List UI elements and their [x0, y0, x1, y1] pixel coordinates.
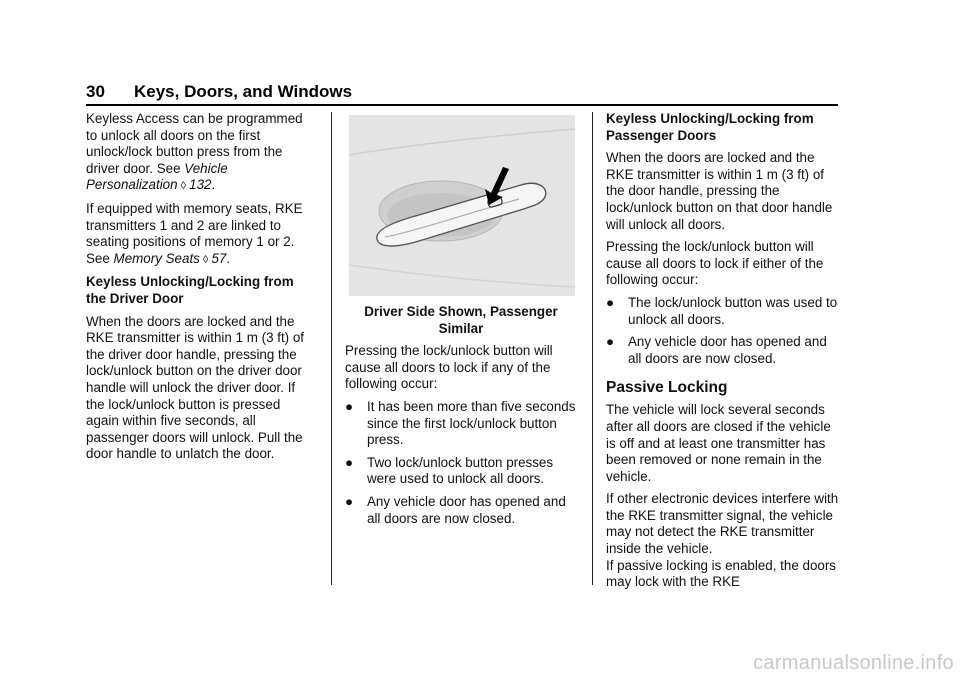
list-item	[345, 399, 577, 449]
paragraph: The vehicle will lock several seconds after all doors are closed if the vehicle is off and at least one transmitter has been removed or none remain in the vehicle.	[606, 402, 831, 484]
subheading: Keyless Unlocking/Locking from Passenger Doors	[606, 111, 814, 143]
watermark: carmanualsonline.info	[753, 652, 954, 674]
column-divider	[592, 112, 593, 585]
figure-caption: Driver Side Shown, Passenger Similar	[364, 304, 558, 336]
paragraph: When the doors are locked and the RKE transmitter is within 1 m (3 ft) of the door handle, pressing the lock/unlock button on that door handle will unlock all doors.	[606, 150, 833, 232]
page-header	[86, 82, 838, 106]
list-item	[345, 455, 577, 488]
section-heading: Passive Locking	[606, 379, 728, 397]
list-item-text: The lock/unlock button was used to unlock all doors.	[628, 294, 838, 327]
column-divider	[331, 112, 332, 585]
page-reference-icon: ◊	[199, 253, 212, 266]
column-1	[86, 111, 308, 469]
list-item	[345, 494, 577, 527]
bullet-icon: ●	[345, 493, 354, 509]
paragraph: If passive locking is enabled, the doors may lock with the RKE	[606, 557, 837, 590]
bullet-icon: ●	[606, 294, 615, 310]
paragraph: Pressing the lock/unlock button will cause all doors to lock if any of the following occur:	[345, 343, 553, 392]
list-item-text: It has been more than five seconds since the first lock/unlock button press.	[367, 398, 576, 448]
paragraph-text: Keyless Access can be programmed to unlock all doors on the first unlock/lock button press from the driver door. See	[86, 111, 303, 176]
column-3	[606, 111, 842, 597]
door-handle-illustration	[349, 115, 575, 296]
list-item	[606, 334, 842, 367]
list-item-text: Any vehicle door has opened and all doors are now closed.	[628, 334, 827, 366]
paragraph: Pressing the lock/unlock button will cause all doors to lock if either of the following occur:	[606, 239, 824, 288]
bullet-icon: ●	[606, 334, 615, 350]
page-reference-icon: ◊	[177, 180, 190, 193]
cross-reference-link[interactable]: Vehicle Personalization	[86, 160, 228, 193]
list-item	[606, 295, 842, 328]
paragraph: If equipped with memory seats, RKE transmitters 1 and 2 are linked to seating positions of memory 1 or 2. See Memory Seats ◊ 57.	[86, 200, 303, 266]
section-title: Keys, Doors, and Windows	[134, 82, 353, 101]
page-number: 30	[86, 82, 105, 101]
paragraph: Keyless Access can be programmed to unlock all doors on the first unlock/lock button press from the driver door. See Vehicle Personalization ◊ 132.	[86, 111, 303, 193]
paragraph: If other electronic devices interfere with the RKE transmitter signal, the vehicle may not detect the RKE transmitter inside the vehicle.	[606, 491, 839, 557]
paragraph: When the doors are locked and the RKE transmitter is within 1 m (3 ft) of the driver door handle, pressing the lock/unlock button on the driver door handle will unlock the driver door. If the lock/unlock button is pressed again within five seconds, all passenger doors will unlock. Pull the door handle to unlatch the door.	[86, 313, 305, 462]
cross-reference-link[interactable]: Memory Seats	[113, 250, 200, 266]
subheading: Keyless Unlocking/Locking from the Driver Door	[86, 274, 294, 306]
reference-page-number[interactable]: 57	[211, 250, 227, 266]
column-2	[345, 111, 577, 533]
bullet-icon: ●	[345, 398, 354, 414]
paragraph-text: If equipped with memory seats, RKE transmitters 1 and 2 are linked to seating positions of memory 1 or 2. See	[86, 200, 303, 266]
reference-page-number[interactable]: 132	[189, 177, 212, 193]
list-item-text: Two lock/unlock button presses were used to unlock all doors.	[367, 454, 554, 487]
header-divider	[86, 104, 838, 106]
list-item-text: Any vehicle door has opened and all doors are now closed.	[367, 493, 566, 526]
bullet-icon: ●	[345, 454, 354, 470]
